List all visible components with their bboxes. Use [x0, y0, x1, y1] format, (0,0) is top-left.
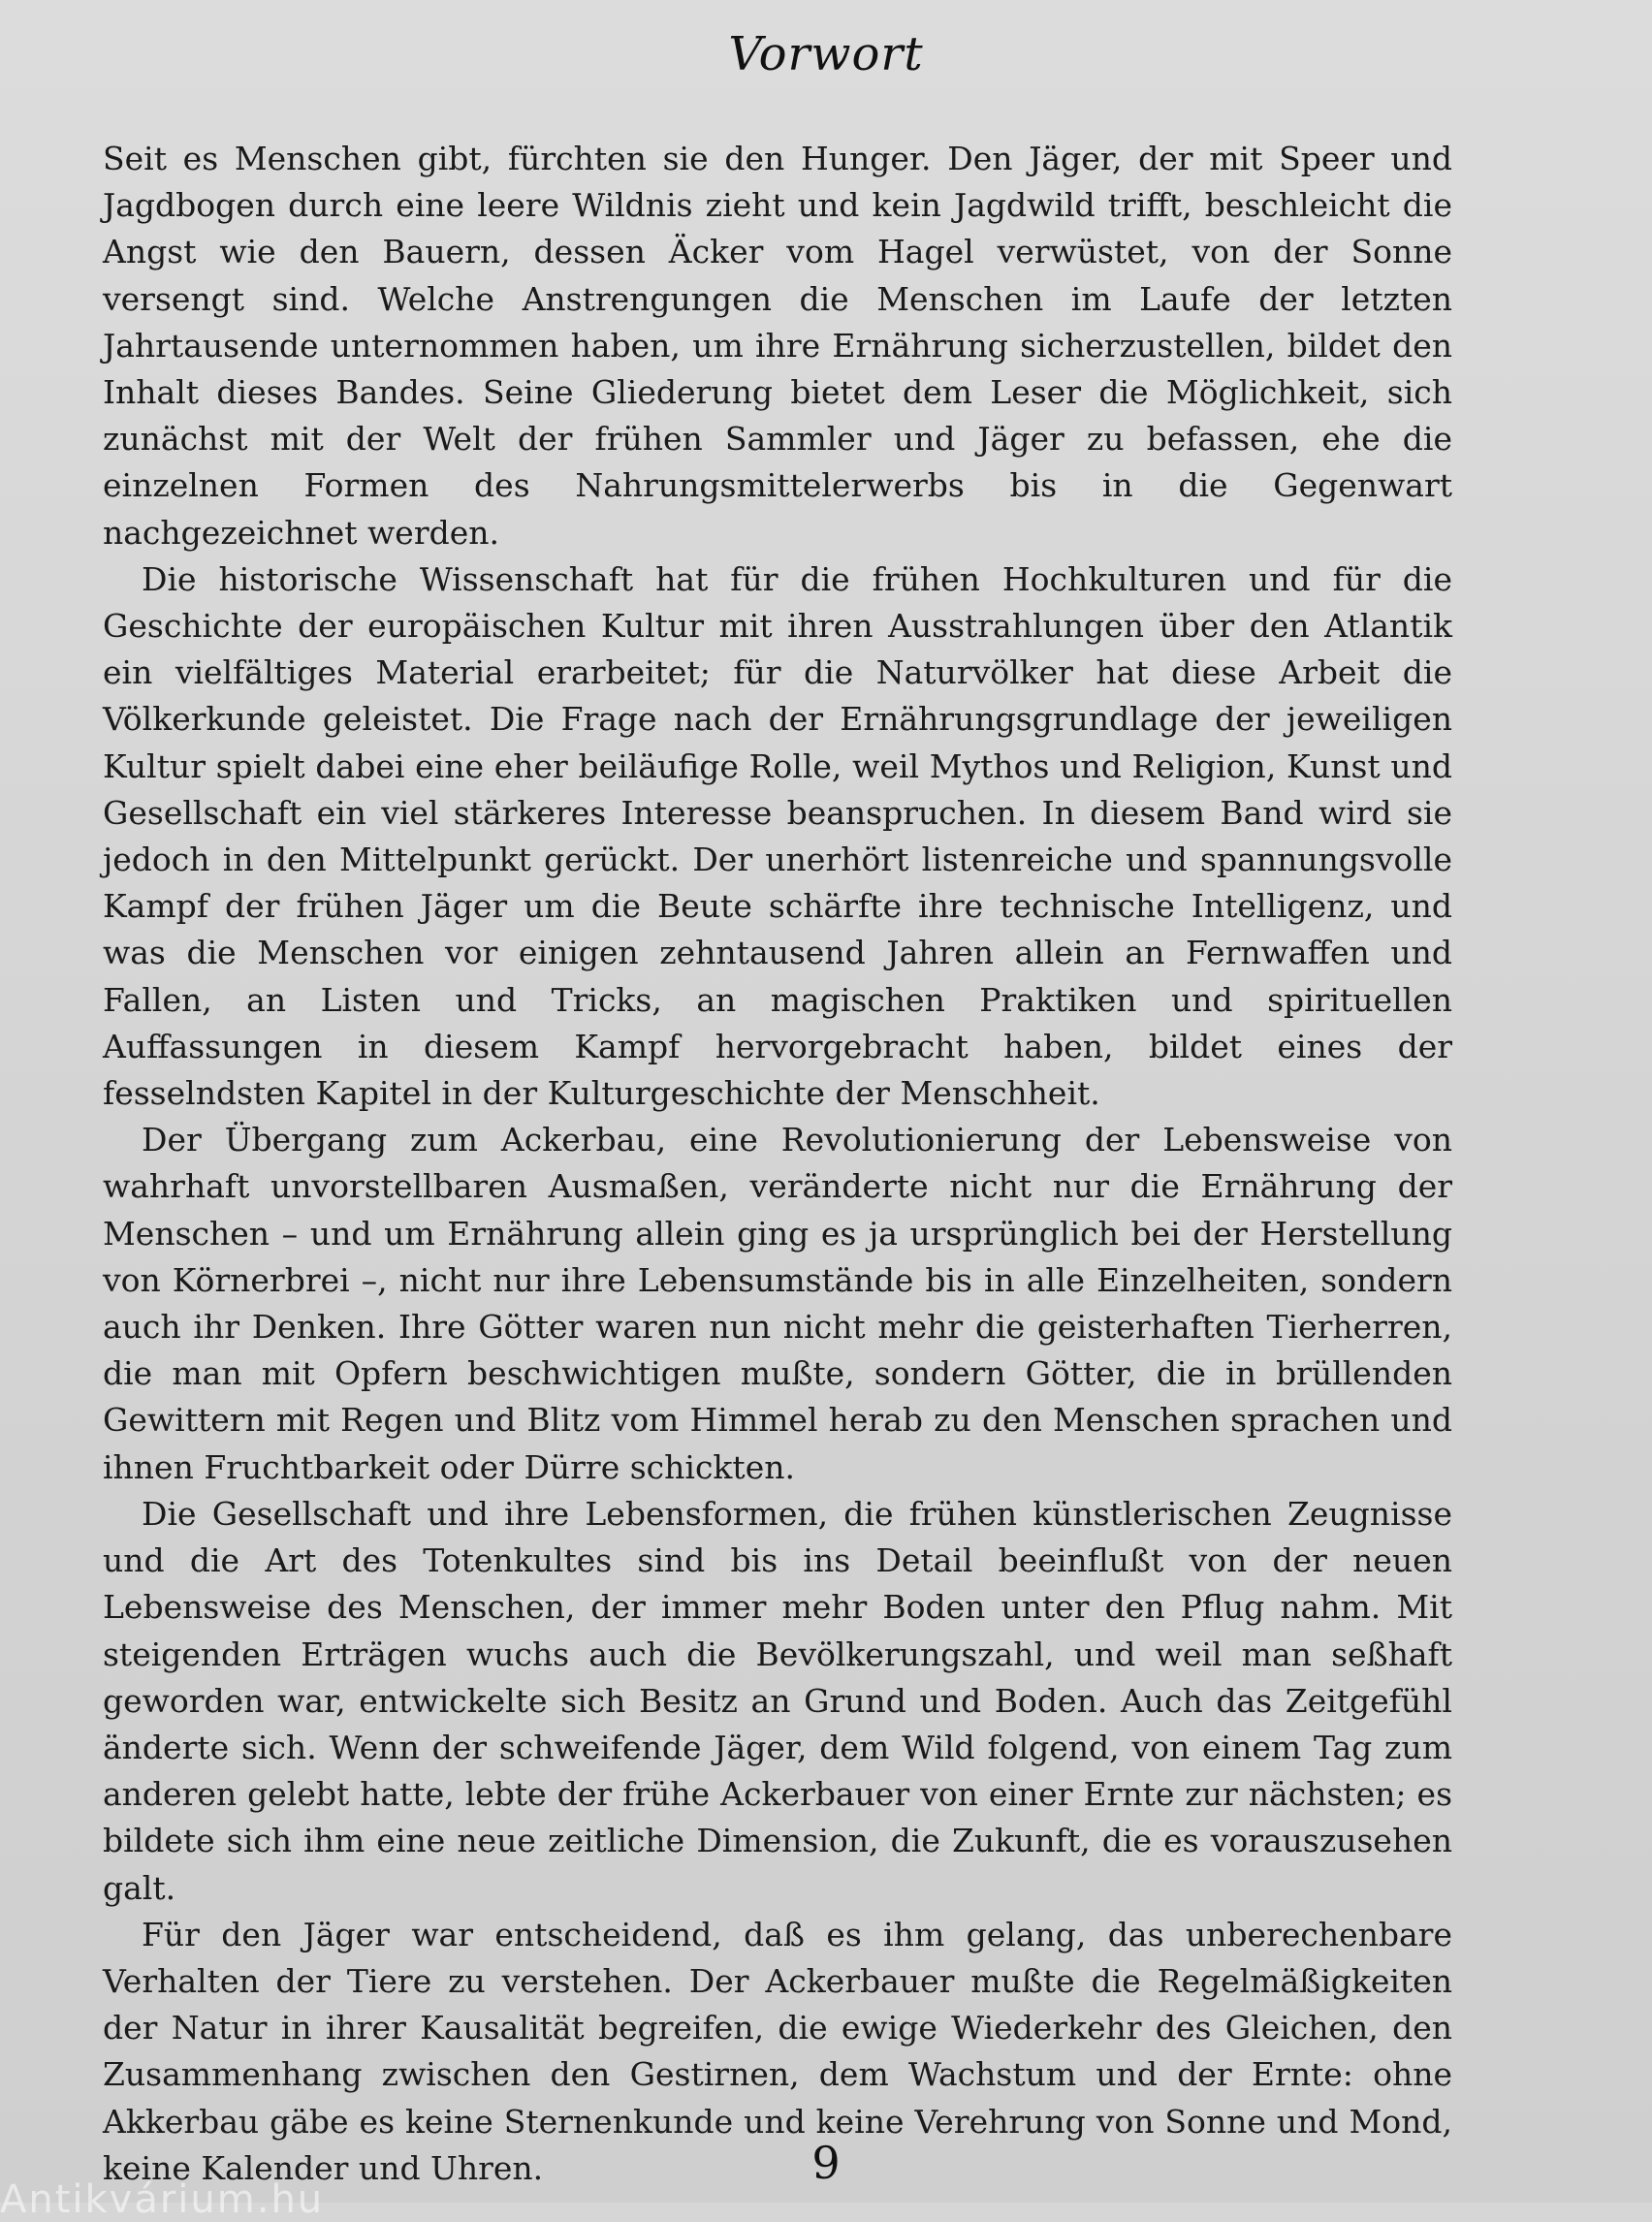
paragraph-5: Für den Jäger war entscheidend, daß es ihm gelang, das unberechenbare Verhalten der Tiere zu verstehen. Der Ackerbauer mußte die Regelmäßigkeiten der Natur in ihrer Kausalität begreifen, die ewige Wiederkehr des Gleichen, den Zusammenhang zwischen den Gestirnen, dem Wachstum und der Ernte: ohne Akkerbau gäbe es keine Sternenkunde und keine Verehrung von Sonne und Mond, keine Kalender und Uhren.: [103, 1915, 1452, 2187]
paragraph-1: Seit es Menschen gibt, fürchten sie den Hunger. Den Jäger, der mit Speer und Jagdbogen durch eine leere Wildnis zieht und kein Jagdwild trifft, beschleicht die Angst wie den Bauern, dessen Äcker vom Hagel verwüstet, von der Sonne versengt sind. Welche Anstrengungen die Menschen im Laufe der letzten Jahrtausende unternommen haben, um ihre Ernährung sicherzustellen, bildet den Inhalt dieses Bandes. Seine Gliederung bietet dem Leser die Möglichkeit, sich zunächst mit der Welt der frühen Sammler und Jäger zu befassen, ehe die einzelnen Formen des Nahrungsmittelerwerbs bis in die Gegenwart nachgezeichnet werden.: [103, 140, 1452, 552]
paragraph-2: Die historische Wissenschaft hat für die frühen Hochkulturen und für die Geschichte der europäischen Kultur mit ihren Ausstrahlungen über den Atlantik ein vielfältiges Material erarbeitet; für die Naturvölker hat diese Arbeit die Völkerkunde geleistet. Die Frage nach der Ernährungsgrundlage der jeweiligen Kultur spielt dabei eine eher beiläufige Rolle, weil Mythos und Religion, Kunst und Gesellschaft ein viel stärkeres Interesse beanspruchen. In diesem Band wird sie jedoch in den Mittelpunkt gerückt. Der unerhört listenreiche und spannungsvolle Kampf der frühen Jäger um die Beute schärfte ihre technische Intelligenz, und was die Menschen vor einigen zehntausend Jahren allein an Fernwaffen und Fallen, an Listen und Tricks, an magischen Praktiken und spirituellen Auffassungen in diesem Kampf hervorgebracht haben, bildet eines der fesselndsten Kapitel in der Kulturgeschichte der Menschheit.: [103, 559, 1452, 1113]
paragraph-4: Die Gesellschaft und ihre Lebensformen, die frühen künstlerischen Zeugnisse und die Art des Totenkultes sind bis ins Detail beeinflußt von der neuen Lebensweise des Menschen, der immer mehr Boden unter den Pflug nahm. Mit steigenden Erträgen wuchs auch die Bevölkerungszahl, und weil man seßhaft geworden war, entwickelte sich Besitz an Grund und Boden. Auch das Zeitgefühl änderte sich. Wenn der schweifende Jäger, dem Wild folgend, von einem Tag zum anderen gelebt hatte, lebte der frühe Ackerbauer von einer Ernte zur nächsten; es bildete sich ihm eine neue zeitliche Dimension, die Zukunft, die es vorauszusehen galt.: [103, 1494, 1452, 1907]
page-title: Vorwort: [728, 27, 924, 81]
page-number: 9: [811, 2137, 841, 2189]
paragraph-3: Der Übergang zum Ackerbau, eine Revolutionierung der Lebensweise von wahrhaft unvorstellbaren Ausmaßen, veränderte nicht nur die Ernährung der Menschen – und um Ernährung allein ging es ja ursprünglich bei der Herstellung von Körnerbrei –, nicht nur ihre Lebensumstände bis in alle Einzelheiten, sondern auch ihr Denken. Ihre Götter waren nun nicht mehr die geisterhaften Tierherren, die man mit Opfern beschwichtigen mußte, sondern Götter, die in brüllenden Gewittern mit Regen und Blitz vom Himmel herab zu den Menschen sprachen und ihnen Fruchtbarkeit oder Dürre schickten.: [103, 1121, 1452, 1486]
body-text: [103, 136, 1452, 2192]
watermark: Antikvárium.hu: [0, 2177, 325, 2222]
